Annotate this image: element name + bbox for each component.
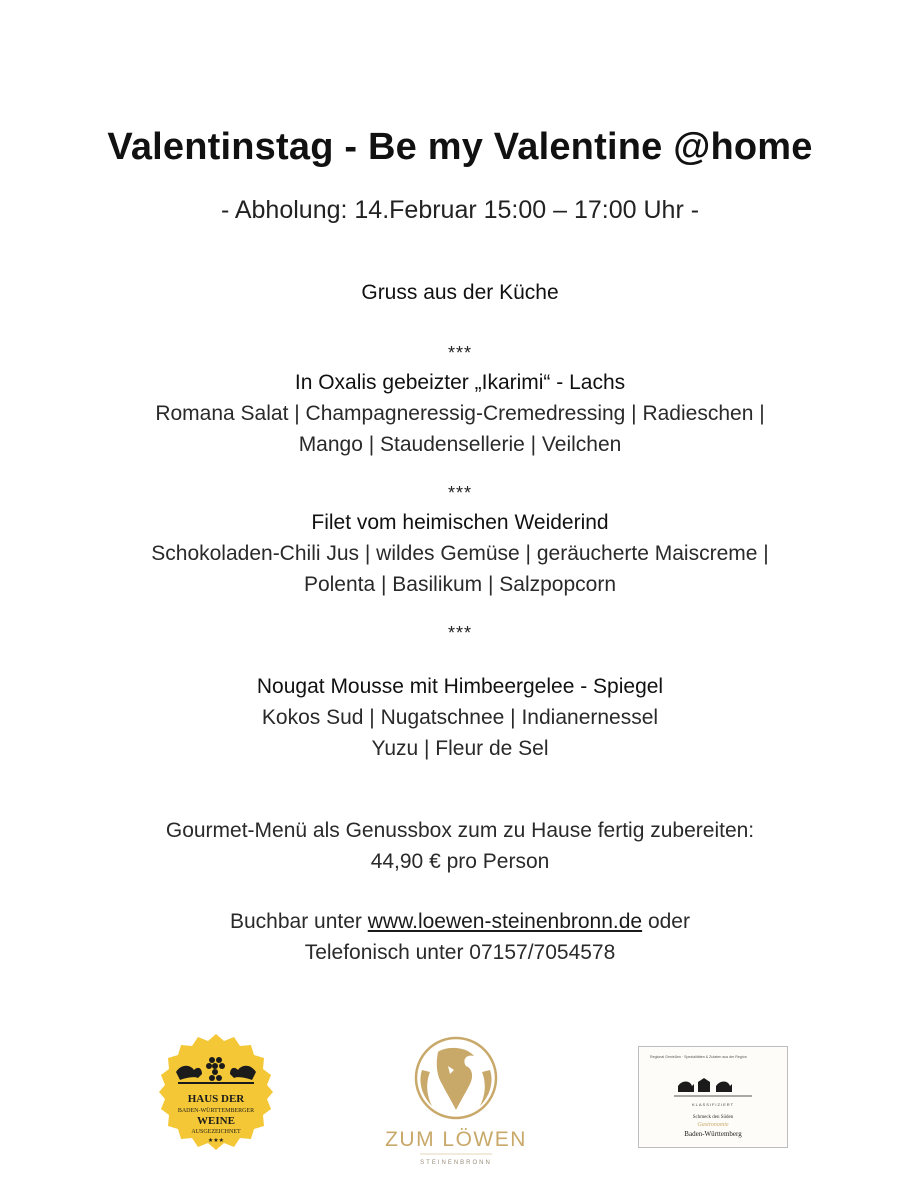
course-1-description: [0, 398, 920, 460]
course-1-line-1: Romana Salat | Champagneressig-Cremedressing | Radieschen |: [155, 402, 765, 425]
badge-stars: ★★★: [207, 1138, 225, 1144]
offer-text: [0, 815, 920, 877]
gastronomie-badge-icon: [638, 1046, 788, 1148]
booking-prefix: Buchbar unter: [230, 910, 368, 933]
gastronomie-bw-logo: [638, 1046, 788, 1148]
course-1-line-2: Mango | Staudensellerie | Veilchen: [298, 433, 622, 456]
booking-suffix: oder: [642, 910, 690, 933]
greeting-heading: Gruss aus der Küche: [361, 281, 559, 304]
offer-line: Gourmet-Menü als Genussbox zum zu Hause fertig zubereiten:: [165, 819, 755, 842]
gastro-top: Regional Genießen · Spezialitäten & Zutaten aus der Region: [650, 1055, 747, 1059]
pickup-time: - Abholung: 14.Februar 15:00 – 17:00 Uhr -: [220, 196, 700, 224]
page-title: Valentinstag - Be my Valentine @home: [107, 126, 813, 168]
booking-phone: Telefonisch unter 07157/7054578: [304, 941, 616, 964]
badge-line-3: WEINE: [197, 1115, 235, 1127]
logo-subtitle: STEINENBRONN: [420, 1160, 492, 1166]
badge-line-2: BADEN-WÜRTTEMBERGER: [177, 1108, 255, 1114]
weine-badge-icon: [156, 1032, 276, 1152]
zum-loewen-logo: [366, 1030, 546, 1170]
course-2-title: Filet vom heimischen Weiderind: [311, 511, 609, 534]
course-2-line-1: Schokoladen-Chili Jus | wildes Gemüse | geräucherte Maiscreme |: [151, 542, 769, 565]
offer-price: 44,90 € pro Person: [370, 850, 550, 873]
separator: ***: [447, 483, 472, 503]
gastro-klass: KLASSIFIZIERT: [691, 1102, 735, 1107]
course-1-title: In Oxalis gebeizter „Ikarimi“ - Lachs: [294, 371, 626, 394]
gastro-line-3: Baden-Württemberg: [684, 1130, 742, 1138]
course-2-description: [0, 538, 920, 600]
course-3-line-1: Kokos Sud | Nugatschnee | Indianernessel: [261, 706, 659, 729]
gastro-line-2: Gastronomie: [697, 1122, 729, 1128]
course-3-title: Nougat Mousse mit Himbeergelee - Spiegel: [256, 675, 664, 698]
website-link[interactable]: www.loewen-steinenbronn.de: [367, 910, 643, 933]
badge-line-4: AUSGEZEICHNET: [191, 1129, 241, 1135]
lion-head-icon: [366, 1030, 546, 1170]
course-3-line-2: Yuzu | Fleur de Sel: [371, 737, 549, 760]
separator: ***: [447, 343, 472, 363]
gastro-line-1: Schmeck den Süden: [692, 1115, 734, 1120]
booking-line: [0, 906, 920, 937]
booking-text: [0, 906, 920, 968]
weine-badge-logo: [156, 1032, 276, 1152]
course-2-line-2: Polenta | Basilikum | Salzpopcorn: [303, 573, 617, 596]
logo-name: ZUM LÖWEN: [385, 1128, 527, 1151]
badge-line-1: HAUS DER: [187, 1093, 245, 1105]
separator: ***: [447, 623, 472, 643]
course-3-description: [0, 702, 920, 764]
